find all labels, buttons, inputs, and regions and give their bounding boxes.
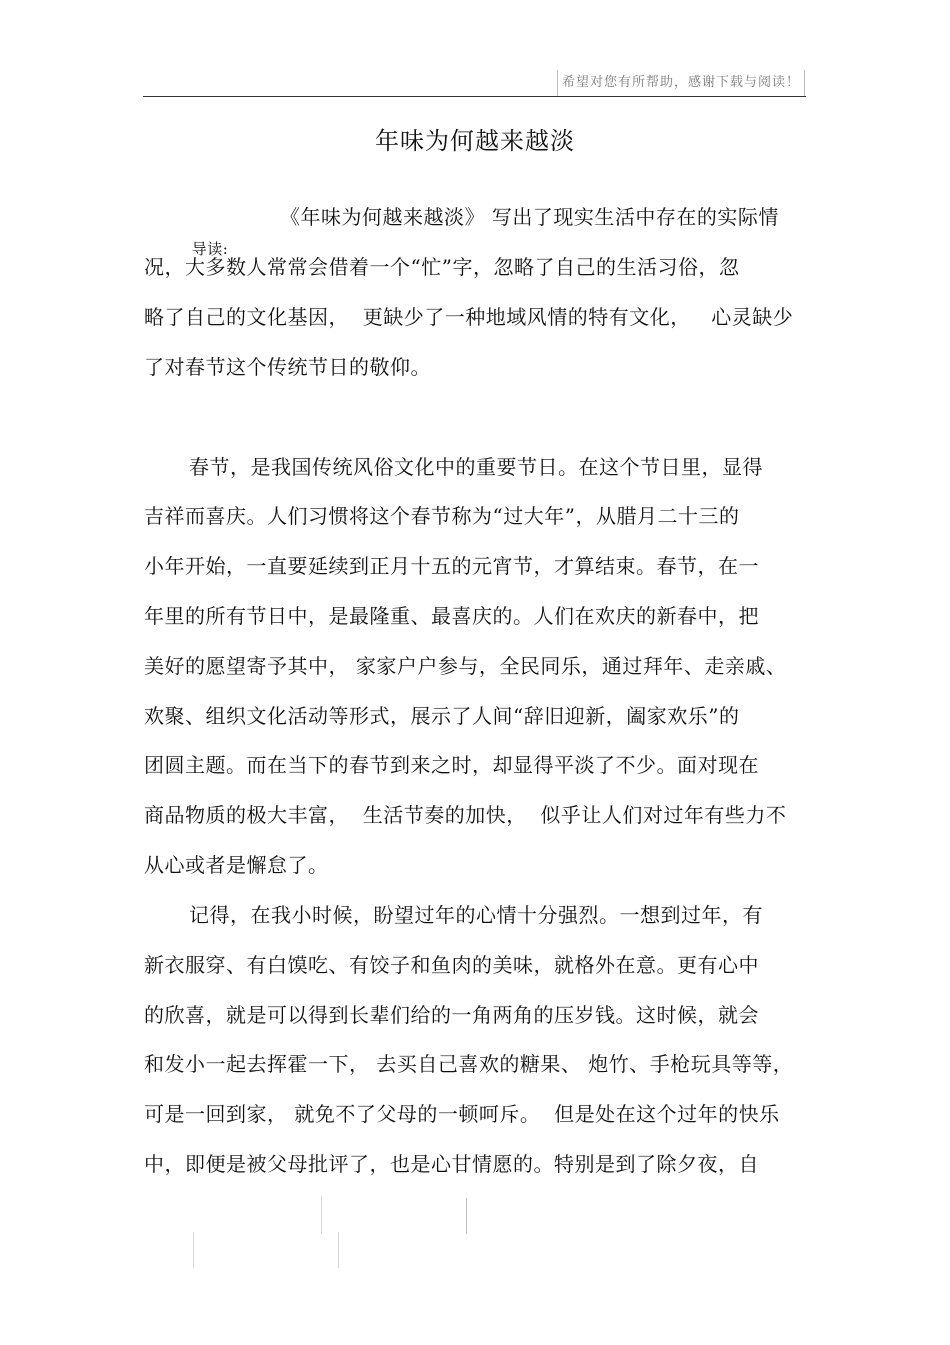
body-line: 从心或者是懈怠了。 bbox=[144, 853, 329, 877]
intro-line: 略了自己的文化基因， 更缺少了一种地域风情的特有文化， 心灵缺少 bbox=[144, 305, 794, 329]
document-title: 年味为何越来越淡 bbox=[375, 127, 575, 155]
scan-artifact-line bbox=[466, 1198, 467, 1234]
body-line: 记得，在我小时候，盼望过年的心情十分强烈。一想到过年，有 bbox=[189, 903, 763, 927]
body-line: 可是一回到家， 就免不了父母的一顿呵斥。 但是处在这个过年的快乐 bbox=[144, 1102, 780, 1126]
body-line: 团圆主题。而在当下的春节到来之时，却显得平淡了不少。面对现在 bbox=[144, 753, 759, 777]
scan-artifact-line bbox=[321, 1196, 322, 1234]
header-note: 希望对您有所帮助，感谢下载与阅读！ bbox=[557, 70, 805, 96]
intro-line: 了对春节这个传统节日的敬仰。 bbox=[144, 355, 431, 379]
body-line: 吉祥而喜庆。人们习惯将这个春节称为“过大年”，从腊月二十三的 bbox=[144, 504, 740, 528]
body-line: 中，即便是被父母批评了，也是心甘情愿的。特别是到了除夕夜，自 bbox=[144, 1152, 759, 1176]
body-line: 新衣服穿、有白馍吃、有饺子和鱼肉的美味，就格外在意。更有心中 bbox=[144, 953, 759, 977]
body-line: 春节，是我国传统风俗文化中的重要节日。在这个节日里，显得 bbox=[189, 455, 763, 479]
intro-line: 《年味为何越来越淡》 写出了现实生活中存在的实际情 bbox=[280, 205, 779, 229]
intro-label-text: 导读: bbox=[191, 240, 229, 258]
body-line: 小年开始，一直要延续到正月十五的元宵节，才算结束。春节，在一 bbox=[144, 554, 759, 578]
body-line: 美好的愿望寄予其中， 家家户户参与，全民同乐，通过拜年、走亲戚、 bbox=[144, 654, 787, 678]
intro-line: 况，大多数人常常会借着一个“忙”字，忽略了自己的生活习俗，忽 bbox=[144, 255, 740, 279]
body-line: 和发小一起去挥霍一下， 去买自己喜欢的糖果、 炮竹、手枪玩具等等， bbox=[144, 1052, 794, 1076]
body-line: 的欣喜，就是可以得到长辈们给的一角两角的压岁钱。这时候，就会 bbox=[144, 1003, 759, 1027]
body-line: 商品物质的极大丰富， 生活节奏的加快， 似乎让人们对过年有些力不 bbox=[144, 803, 787, 827]
body-line: 欢聚、组织文化活动等形式，展示了人间“辞旧迎新，阖家欢乐”的 bbox=[144, 704, 740, 728]
header-rule bbox=[143, 96, 806, 97]
scan-artifact-line bbox=[338, 1232, 339, 1268]
body-line: 年里的所有节日中，是最隆重、最喜庆的。人们在欢庆的新春中，把 bbox=[144, 604, 759, 628]
scan-artifact-line bbox=[193, 1232, 194, 1268]
